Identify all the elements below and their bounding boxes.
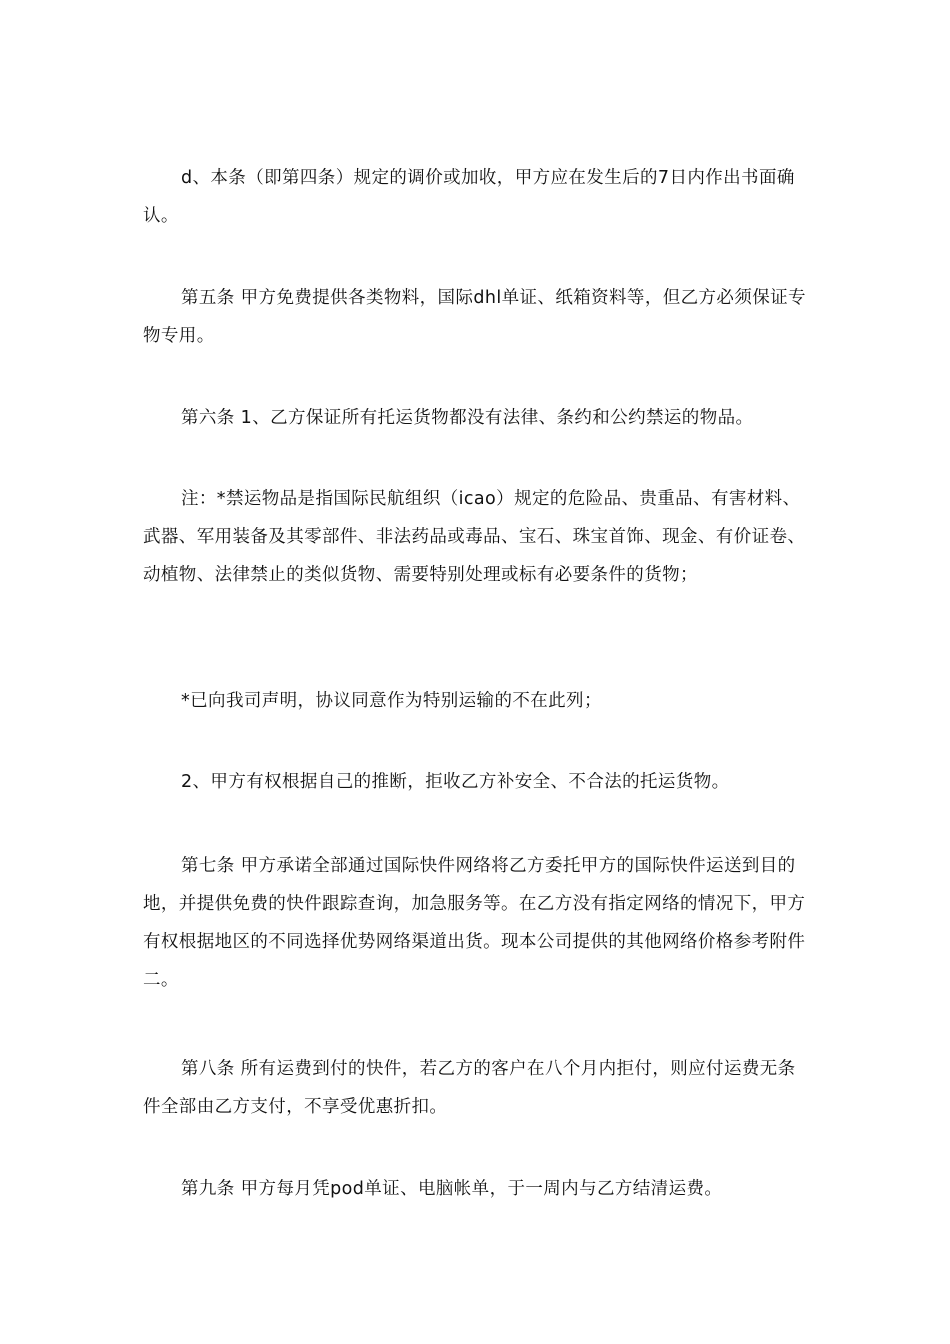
clause-8-paragraph: 第八条 所有运费到付的快件，若乙方的客户在八个月内拒付，则应付运费无条件全部由乙方支付，不享受优惠折扣。	[143, 1059, 796, 1117]
clause-9-paragraph: 第九条 甲方每月凭pod单证、电脑帐单，于一周内与乙方结清运费。	[181, 1179, 723, 1199]
special-transport-note-paragraph: *已向我司声明，协议同意作为特别运输的不在此列；	[181, 691, 602, 711]
clause-7-paragraph: 第七条 甲方承诺全部通过国际快件网络将乙方委托甲方的国际快件运送到目的地，并提供免费的快件跟踪查询，加急服务等。在乙方没有指定网络的情况下，甲方有权根据地区的不同选择优势网络渠道出货。现本公司提供的其他网络价格参考附件二。	[143, 856, 806, 990]
clause-4d-paragraph: d、本条（即第四条）规定的调价或加收，甲方应在发生后的7日内作出书面确认。	[143, 168, 795, 226]
clause-6-item-2-paragraph: 2、甲方有权根据自己的推断，拒收乙方补安全、不合法的托运货物。	[181, 772, 730, 792]
clause-6-item-1-paragraph: 第六条 1、乙方保证所有托运货物都没有法律、条约和公约禁运的物品。	[181, 408, 754, 428]
prohibited-items-note-paragraph: 注：*禁运物品是指国际民航组织（icao）规定的危险品、贵重品、有害材料、武器、军用装备及其零部件、非法药品或毒品、宝石、珠宝首饰、现金、有价证卷、动植物、法律禁止的类似货物、需要特别处理或标有必要条件的货物；	[143, 489, 806, 585]
clause-5-paragraph: 第五条 甲方免费提供各类物料，国际dhl单证、纸箱资料等，但乙方必须保证专物专用。	[143, 288, 806, 346]
